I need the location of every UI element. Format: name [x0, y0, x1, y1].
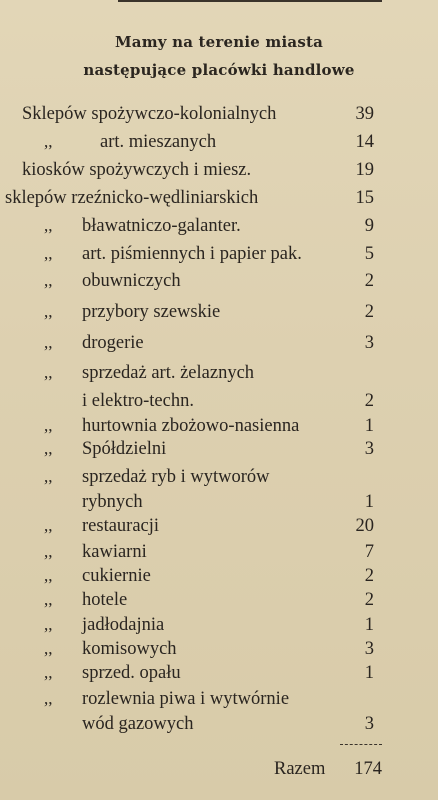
- item-count: 2: [364, 391, 374, 411]
- ditto-mark: ,,: [44, 132, 53, 151]
- item-label: i elektro-techn.: [82, 391, 194, 411]
- ditto-mark: ,,: [44, 333, 53, 352]
- item-label: drogerie: [82, 333, 144, 353]
- item-count: 1: [364, 416, 374, 436]
- ditto-mark: ,,: [44, 216, 53, 235]
- ditto-mark: ,,: [44, 439, 53, 458]
- sum-rule: [340, 744, 382, 745]
- item-count: 3: [364, 639, 374, 659]
- item-label: kiosków spożywczych i miesz.: [22, 160, 252, 180]
- total-value: 174: [354, 759, 382, 779]
- item-count: 14: [355, 132, 374, 152]
- item-label: kawiarni: [82, 542, 147, 562]
- item-count: 20: [355, 516, 374, 536]
- item-label: komisowych: [82, 639, 177, 659]
- item-count: 15: [355, 188, 374, 208]
- item-count: 3: [364, 333, 374, 353]
- ditto-mark: ,,: [44, 516, 53, 535]
- item-label: rybnych: [82, 492, 143, 512]
- item-label: art. piśmiennych i papier pak.: [82, 244, 302, 264]
- ditto-mark: ,,: [44, 244, 53, 263]
- ditto-mark: ,,: [44, 639, 53, 658]
- ditto-mark: ,,: [44, 363, 53, 382]
- item-label: sprzedaż ryb i wytworów: [82, 467, 270, 487]
- item-count: 2: [364, 302, 374, 322]
- item-count: 2: [364, 590, 374, 610]
- item-label: sklepów rzeźnicko-wędliniarskich: [5, 188, 259, 208]
- ditto-mark: ,,: [44, 615, 53, 634]
- item-count: 19: [355, 160, 374, 180]
- heading-line-2: następujące placówki handlowe: [83, 61, 355, 79]
- total-label: Razem: [274, 759, 326, 779]
- item-label: Sklepów spożywczo-kolonialnych: [22, 104, 277, 124]
- ditto-mark: ,,: [44, 566, 53, 585]
- item-label: hurtownia zbożowo-nasienna: [82, 416, 300, 436]
- item-count: 9: [364, 216, 374, 236]
- item-count: 3: [364, 439, 374, 459]
- top-rule: [118, 0, 382, 2]
- item-label: obuwniczych: [82, 271, 181, 291]
- item-label: cukiernie: [82, 566, 151, 586]
- item-count: 5: [364, 244, 374, 264]
- item-label: Spółdzielni: [82, 439, 167, 459]
- heading-line-1: Mamy na terenie miasta: [114, 33, 324, 51]
- item-label: rozlewnia piwa i wytwórnie: [82, 689, 290, 709]
- item-label: jadłodajnia: [82, 615, 165, 635]
- item-label: bławatniczo-galanter.: [82, 216, 241, 236]
- ditto-mark: ,,: [44, 416, 53, 435]
- ditto-mark: ,,: [44, 271, 53, 290]
- ditto-mark: ,,: [44, 467, 53, 486]
- item-count: 2: [364, 566, 374, 586]
- item-label: wód gazowych: [82, 714, 194, 734]
- ditto-mark: ,,: [44, 542, 53, 561]
- item-label: sprzedaż art. żelaznych: [82, 363, 255, 383]
- item-count: 2: [364, 271, 374, 291]
- item-count: 1: [364, 615, 374, 635]
- item-count: 39: [355, 104, 374, 124]
- item-count: 1: [364, 663, 374, 683]
- item-count: 3: [364, 714, 374, 734]
- ditto-mark: ,,: [44, 663, 53, 682]
- item-label: przybory szewskie: [82, 302, 221, 322]
- ditto-mark: ,,: [44, 689, 53, 708]
- item-label: hotele: [82, 590, 128, 610]
- item-count: 7: [364, 542, 374, 562]
- ditto-mark: ,,: [44, 302, 53, 321]
- item-label: art. mieszanych: [100, 132, 217, 152]
- item-count: 1: [364, 492, 374, 512]
- item-label: sprzed. opału: [82, 663, 181, 683]
- item-label: restauracji: [82, 516, 160, 536]
- ditto-mark: ,,: [44, 590, 53, 609]
